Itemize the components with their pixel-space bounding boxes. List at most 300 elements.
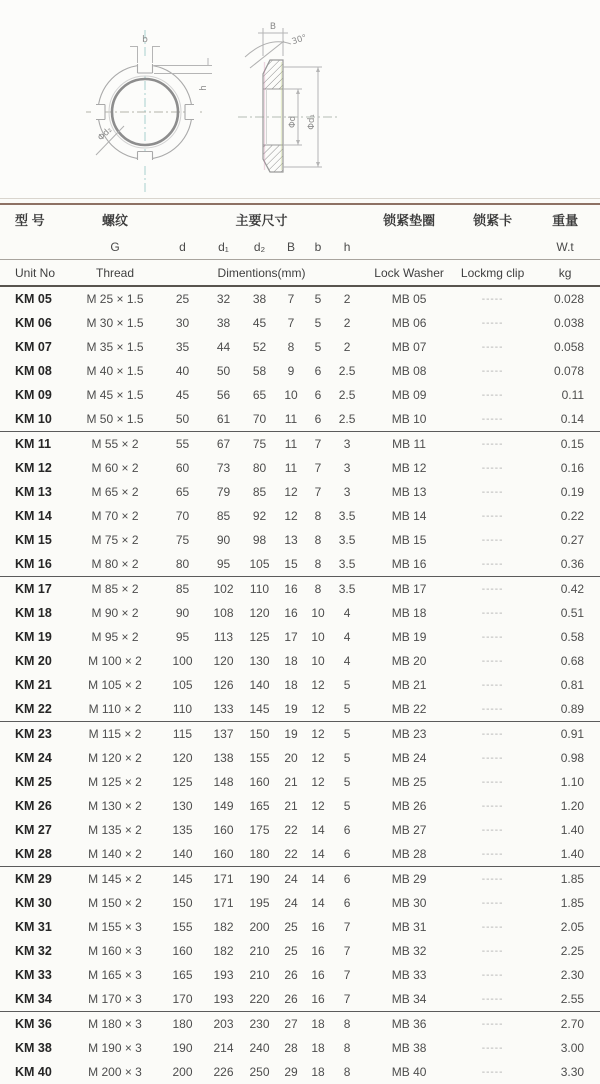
dim-d1-cell: 32 [216, 292, 231, 306]
dim-d1-cell: 193 [205, 987, 242, 1012]
lock-washer-cell: MB 23 [391, 727, 427, 741]
dim-B-cell: 26 [277, 987, 305, 1012]
table-row [0, 528, 600, 552]
weight-cell: 2.05 [560, 920, 585, 934]
locking-clip-cell: ----- [481, 1018, 504, 1030]
dim-h-cell: 7 [343, 920, 351, 934]
dim-b-cell: 7 [314, 437, 322, 451]
header-dims-en: Dimentions(mm) [160, 260, 363, 287]
dim-B-cell: 8 [287, 340, 295, 354]
dim-d-cell: 40 [175, 364, 190, 378]
dim-d-cell: 190 [172, 1041, 193, 1055]
unit-no-cell: KM 08 [15, 364, 52, 378]
dim-B-cell: 22 [284, 823, 298, 837]
table-row [0, 842, 600, 867]
header-g: G [70, 234, 160, 260]
header-thread-cn: 螺纹 [101, 213, 128, 228]
dim-d2-cell: 180 [242, 842, 277, 867]
thread-cell: M 30 × 1.5 [86, 316, 144, 330]
lock-washer-cell: MB 14 [391, 509, 427, 523]
thread-cell: M 160 × 3 [88, 944, 142, 958]
lock-washer-cell: MB 21 [391, 678, 427, 692]
unit-no-cell: KM 22 [0, 697, 70, 722]
dim-d2-cell: 130 [249, 654, 270, 668]
dim-B-cell: 11 [277, 407, 305, 432]
thread-cell: M 105 × 2 [88, 678, 142, 692]
lock-washer-cell: MB 09 [391, 388, 427, 402]
dim-d-cell: 135 [172, 823, 193, 837]
dim-d-cell: 75 [175, 533, 190, 547]
dim-h-cell: 3 [343, 461, 351, 475]
thread-cell: M 95 × 2 [91, 630, 139, 644]
weight-cell: 0.98 [560, 751, 585, 765]
locking-clip-cell: ----- [481, 945, 504, 957]
header-kg: kg [530, 260, 600, 287]
lock-washer-cell: MB 12 [391, 461, 427, 475]
dim-d-cell: 90 [175, 606, 190, 620]
lock-washer-cell: MB 06 [391, 316, 427, 330]
header-blank [0, 234, 70, 260]
unit-no-cell: KM 20 [15, 654, 52, 668]
dim-d2-cell: 110 [249, 582, 270, 596]
dim-d1-cell: 137 [213, 727, 234, 741]
dim-b-cell: 5 [314, 292, 322, 306]
unit-no-cell: KM 30 [15, 896, 52, 910]
weight-cell: 1.85 [560, 872, 585, 886]
dim-d1-cell: 50 [216, 364, 231, 378]
dim-d-cell: 165 [172, 968, 193, 982]
table-row [0, 915, 600, 939]
dim-d2-cell: 155 [249, 751, 270, 765]
dim-d1-cell: 90 [216, 533, 231, 547]
dim-d2-cell: 80 [252, 461, 267, 475]
thread-cell: M 70 × 2 [91, 509, 139, 523]
weight-cell: 0.078 [554, 364, 585, 378]
locking-clip-cell: ----- [481, 655, 504, 667]
dim-d1-cell: 67 [216, 437, 231, 451]
locking-clip-cell: ----- [481, 1042, 504, 1054]
locking-clip-cell: ----- [481, 607, 504, 619]
locking-clip-cell: ----- [455, 987, 530, 1012]
dim-d2-cell: 98 [252, 533, 267, 547]
table-row [0, 456, 600, 480]
dim-B-cell: 28 [284, 1041, 298, 1055]
dim-d1-cell: 133 [205, 697, 242, 722]
dim-d2-cell: 210 [249, 944, 270, 958]
dim-d2-cell: 190 [249, 872, 270, 886]
weight-cell: 0.19 [560, 485, 585, 499]
dim-h-cell: 8 [343, 1065, 351, 1079]
dim-B-cell: 12 [284, 509, 298, 523]
dim-d2-cell: 150 [249, 727, 270, 741]
table-row [0, 601, 600, 625]
dim-b-cell: 16 [311, 920, 325, 934]
dim-b-cell: 8 [314, 509, 322, 523]
dim-d2-cell: 140 [249, 678, 270, 692]
dim-B-cell: 21 [284, 799, 298, 813]
lock-washer-cell: MB 28 [363, 842, 455, 867]
dim-d2-cell: 85 [252, 485, 267, 499]
dim-d1-cell: 73 [216, 461, 231, 475]
dim-h-cell: 6 [343, 896, 351, 910]
dim-d1-cell: 108 [213, 606, 234, 620]
table-row [0, 335, 600, 359]
dim-b-cell: 6 [314, 364, 322, 378]
dim-h-cell: 2.5 [331, 407, 363, 432]
thread-cell: M 90 × 2 [91, 606, 139, 620]
dim-d-cell: 95 [175, 630, 190, 644]
dim-b-cell: 6 [305, 407, 331, 432]
lock-washer-cell: MB 07 [391, 340, 427, 354]
dim-b-cell: 12 [311, 775, 325, 789]
dim-d2-cell: 165 [249, 799, 270, 813]
dim-d2-cell: 175 [249, 823, 270, 837]
thread-cell: M 200 × 3 [88, 1065, 142, 1079]
header-dim-d: d [160, 234, 205, 260]
dim-b-cell: 14 [311, 896, 325, 910]
table-row [0, 311, 600, 335]
dim-d-cell: 65 [175, 485, 190, 499]
unit-no-cell: KM 26 [15, 799, 52, 813]
weight-cell: 0.15 [560, 437, 585, 451]
header-dim-d1: d₁ [205, 234, 242, 260]
thread-cell: M 150 × 2 [88, 896, 142, 910]
weight-cell: 0.91 [560, 727, 585, 741]
weight-cell: 0.81 [560, 678, 585, 692]
lock-washer-cell: MB 38 [391, 1041, 427, 1055]
unit-no-cell: KM 34 [0, 987, 70, 1012]
weight-cell: 0.68 [560, 654, 585, 668]
dim-h-cell: 5 [343, 799, 351, 813]
weight-cell: 2.25 [560, 944, 585, 958]
dim-d2-cell: 65 [252, 388, 267, 402]
thread-cell: M 135 × 2 [88, 823, 142, 837]
divider [0, 198, 600, 199]
dim-d2-cell: 160 [249, 775, 270, 789]
unit-no-cell: KM 15 [15, 533, 52, 547]
dim-b-cell: 7 [314, 461, 322, 475]
thread-cell: M 85 × 2 [91, 582, 139, 596]
unit-no-cell: KM 28 [0, 842, 70, 867]
dim-h-cell: 2.5 [338, 364, 356, 378]
dim-B-cell: 25 [284, 920, 298, 934]
unit-no-cell: KM 14 [15, 509, 52, 523]
table-row [0, 794, 600, 818]
dim-d-cell: 145 [172, 872, 193, 886]
table-row [0, 1036, 600, 1060]
lock-washer-cell: MB 26 [391, 799, 427, 813]
dim-h-cell: 8 [343, 1041, 351, 1055]
dim-d-cell: 180 [172, 1017, 193, 1031]
dim-B-cell: 21 [284, 775, 298, 789]
table-row [0, 697, 600, 722]
locking-clip-cell: ----- [481, 728, 504, 740]
dim-B-cell: 19 [284, 727, 298, 741]
unit-no-cell: KM 40 [15, 1065, 52, 1079]
unit-no-cell: KM 19 [15, 630, 52, 644]
thread-cell: M 65 × 2 [91, 485, 139, 499]
dim-d1-cell: 182 [213, 944, 234, 958]
dim-d-cell: 85 [175, 582, 190, 596]
dim-d2-cell: 200 [249, 920, 270, 934]
dim-d-cell: 25 [175, 292, 190, 306]
lock-washer-cell: MB 29 [391, 872, 427, 886]
thread-cell: M 190 × 3 [88, 1041, 142, 1055]
dim-d2-cell: 230 [249, 1017, 270, 1031]
dim-h-cell: 7 [343, 968, 351, 982]
dim-d-cell: 35 [175, 340, 190, 354]
header-dim-b: b [305, 234, 331, 260]
lock-washer-cell: MB 11 [392, 437, 426, 451]
dim-h-cell: 3.5 [338, 509, 356, 523]
locking-clip-cell: ----- [455, 842, 530, 867]
thread-cell: M 115 × 2 [88, 727, 142, 741]
thread-cell: M 140 × 2 [70, 842, 160, 867]
thread-cell: M 170 × 3 [70, 987, 160, 1012]
dim-d1-cell: 214 [213, 1041, 234, 1055]
dim-B-cell: 25 [284, 944, 298, 958]
dim-b-cell: 12 [311, 751, 325, 765]
unit-no-cell: KM 12 [15, 461, 52, 475]
dim-b-cell: 16 [311, 968, 325, 982]
unit-no-cell: KM 25 [15, 775, 52, 789]
weight-cell: 0.22 [560, 509, 585, 523]
dim-h-cell: 7 [331, 987, 363, 1012]
dim-b-cell: 10 [311, 654, 325, 668]
locking-clip-cell: ----- [481, 776, 504, 788]
dim-label-d1: Φd₁ [307, 114, 317, 130]
dim-d2-cell: 52 [252, 340, 267, 354]
dim-b-cell: 18 [311, 1017, 325, 1031]
dim-d2-cell: 195 [249, 896, 270, 910]
header-dim-h: h [331, 234, 363, 260]
dim-d1-cell: 182 [213, 920, 234, 934]
locking-clip-cell: ----- [481, 365, 504, 377]
thread-cell: M 145 × 2 [88, 872, 142, 886]
dim-b-cell: 6 [314, 388, 322, 402]
weight-cell: 0.038 [554, 316, 585, 330]
dim-d-cell: 200 [172, 1065, 193, 1079]
dim-h-cell: 5 [343, 751, 351, 765]
dim-d-cell: 120 [172, 751, 193, 765]
lock-washer-cell: MB 08 [391, 364, 427, 378]
weight-cell: 1.85 [560, 896, 585, 910]
dim-d1-cell: 171 [213, 896, 234, 910]
dim-h-cell: 7 [343, 944, 351, 958]
spec-table-body [0, 286, 600, 1084]
dim-d2-cell: 220 [242, 987, 277, 1012]
unit-no-cell: KM 10 [0, 407, 70, 432]
locking-clip-cell: ----- [481, 824, 504, 836]
lock-washer-cell: MB 32 [391, 944, 427, 958]
table-row [0, 963, 600, 987]
locking-clip-cell: ----- [481, 510, 504, 522]
dim-d1-cell: 160 [213, 823, 234, 837]
dim-h-cell: 6 [331, 842, 363, 867]
lock-washer-cell: MB 05 [391, 292, 427, 306]
unit-no-cell: KM 36 [15, 1017, 52, 1031]
dim-d-cell: 160 [172, 944, 193, 958]
table-header [0, 204, 600, 286]
unit-no-cell: KM 24 [15, 751, 52, 765]
locking-clip-cell: ----- [455, 697, 530, 722]
dim-d1-cell: 148 [213, 775, 234, 789]
dim-d2-cell: 38 [252, 292, 267, 306]
lock-washer-cell: MB 27 [391, 823, 427, 837]
lock-nut-drawing [0, 0, 600, 198]
table-row [0, 1060, 600, 1084]
dim-label-B: B [269, 22, 277, 32]
dim-d1-cell: 226 [213, 1065, 234, 1079]
table-row [0, 673, 600, 697]
spec-table [0, 203, 600, 1084]
table-row [0, 987, 600, 1012]
dim-B-cell: 10 [284, 388, 298, 402]
locking-clip-cell: ----- [481, 317, 504, 329]
dim-d-cell: 105 [172, 678, 193, 692]
dim-d2-cell: 58 [252, 364, 267, 378]
dim-B-cell: 18 [284, 678, 298, 692]
table-row [0, 867, 600, 892]
dim-b-cell: 7 [314, 485, 322, 499]
dim-b-cell: 14 [305, 842, 331, 867]
locking-clip-cell: ----- [481, 631, 504, 643]
dim-d1-cell: 61 [205, 407, 242, 432]
dim-b-cell: 18 [311, 1065, 325, 1079]
lock-washer-cell: MB 31 [391, 920, 427, 934]
locking-clip-cell: ----- [481, 1066, 504, 1078]
dim-b-cell: 12 [305, 697, 331, 722]
dim-label-d: Φd [288, 115, 298, 129]
dim-label-angle: 30° [290, 33, 309, 48]
lock-washer-cell: MB 16 [363, 552, 455, 577]
dim-b-cell: 5 [314, 316, 322, 330]
dim-d-cell: 150 [172, 896, 193, 910]
dim-d1-cell: 126 [213, 678, 234, 692]
thread-cell: M 130 × 2 [88, 799, 142, 813]
dim-d2-cell: 45 [252, 316, 267, 330]
dim-d1-cell: 113 [213, 630, 234, 644]
unit-no-cell: KM 16 [0, 552, 70, 577]
table-row [0, 1012, 600, 1037]
unit-no-cell: KM 13 [15, 485, 52, 499]
dim-b-cell: 8 [305, 552, 331, 577]
weight-cell: 0.89 [530, 697, 600, 722]
lock-washer-cell: MB 24 [391, 751, 427, 765]
locking-clip-cell: ----- [455, 407, 530, 432]
technical-drawing [0, 0, 600, 198]
dim-b-cell: 8 [314, 533, 322, 547]
dim-h-cell: 6 [343, 872, 351, 886]
table-row [0, 504, 600, 528]
thread-cell: M 80 × 2 [70, 552, 160, 577]
dim-B-cell: 19 [277, 697, 305, 722]
table-row [0, 649, 600, 673]
table-row [0, 818, 600, 842]
table-row [0, 359, 600, 383]
dim-h-cell: 3 [343, 437, 351, 451]
lock-washer-cell: MB 25 [391, 775, 427, 789]
unit-no-cell: KM 29 [15, 872, 52, 886]
unit-no-cell: KM 32 [15, 944, 52, 958]
dim-h-cell: 5 [343, 775, 351, 789]
table-row [0, 407, 600, 432]
table-row [0, 770, 600, 794]
dim-h-cell: 6 [343, 823, 351, 837]
thread-cell: M 75 × 2 [91, 533, 139, 547]
unit-no-cell: KM 07 [15, 340, 52, 354]
table-row [0, 552, 600, 577]
thread-cell: M 60 × 2 [91, 461, 139, 475]
dim-d-cell: 30 [175, 316, 190, 330]
front-view-drawing [86, 30, 212, 194]
dim-d-cell: 115 [172, 727, 193, 741]
dim-B-cell: 24 [284, 872, 298, 886]
lock-washer-cell: MB 17 [391, 582, 427, 596]
unit-no-cell: KM 27 [15, 823, 52, 837]
dim-d-cell: 125 [172, 775, 193, 789]
table-row [0, 625, 600, 649]
locking-clip-cell: ----- [481, 293, 504, 305]
weight-cell: 0.11 [561, 388, 585, 402]
weight-cell: 0.058 [554, 340, 585, 354]
dim-d-cell: 130 [172, 799, 193, 813]
dim-d2-cell: 70 [242, 407, 277, 432]
dim-label-h: h [199, 85, 209, 91]
dim-d-cell: 70 [175, 509, 190, 523]
dim-b-cell: 12 [311, 678, 325, 692]
header-dim-d2: d₂ [242, 234, 277, 260]
dim-h-cell: 5 [343, 727, 351, 741]
locking-clip-cell: ----- [481, 897, 504, 909]
header-weight-cn: 重量 [552, 213, 579, 228]
dim-d1-cell: 203 [213, 1017, 234, 1031]
thread-cell: M 35 × 1.5 [86, 340, 144, 354]
dim-h-cell: 2 [343, 340, 351, 354]
dim-h-cell: 5 [343, 678, 351, 692]
header-blank [363, 234, 455, 260]
dim-d2-cell: 92 [252, 509, 267, 523]
thread-cell: M 40 × 1.5 [86, 364, 144, 378]
dim-d1-cell: 79 [216, 485, 231, 499]
weight-cell: 2.70 [560, 1017, 585, 1031]
unit-no-cell: KM 33 [15, 968, 52, 982]
weight-cell: 0.58 [560, 630, 585, 644]
dim-label-d2: Φd₂ [96, 125, 115, 144]
dim-d1-cell: 102 [213, 582, 234, 596]
side-view-drawing [238, 22, 340, 172]
lock-washer-cell: MB 40 [391, 1065, 427, 1079]
dim-d2-cell: 105 [242, 552, 277, 577]
dim-d2-cell: 145 [242, 697, 277, 722]
weight-cell: 0.42 [560, 582, 585, 596]
dim-d1-cell: 138 [213, 751, 234, 765]
table-row [0, 577, 600, 602]
thread-cell: M 55 × 2 [91, 437, 139, 451]
lock-washer-cell: MB 36 [391, 1017, 427, 1031]
dim-b-cell: 14 [311, 872, 325, 886]
dim-d-cell: 80 [160, 552, 205, 577]
dim-d-cell: 170 [160, 987, 205, 1012]
lock-washer-cell: MB 19 [391, 630, 427, 644]
dim-B-cell: 29 [284, 1065, 298, 1079]
header-washer-cn: 锁紧垫圈 [383, 213, 436, 228]
locking-clip-cell: ----- [481, 679, 504, 691]
dim-B-cell: 22 [277, 842, 305, 867]
dim-h-cell: 2 [343, 316, 351, 330]
header-clip-cn: 锁紧卡 [473, 213, 513, 228]
dim-b-cell: 12 [311, 727, 325, 741]
